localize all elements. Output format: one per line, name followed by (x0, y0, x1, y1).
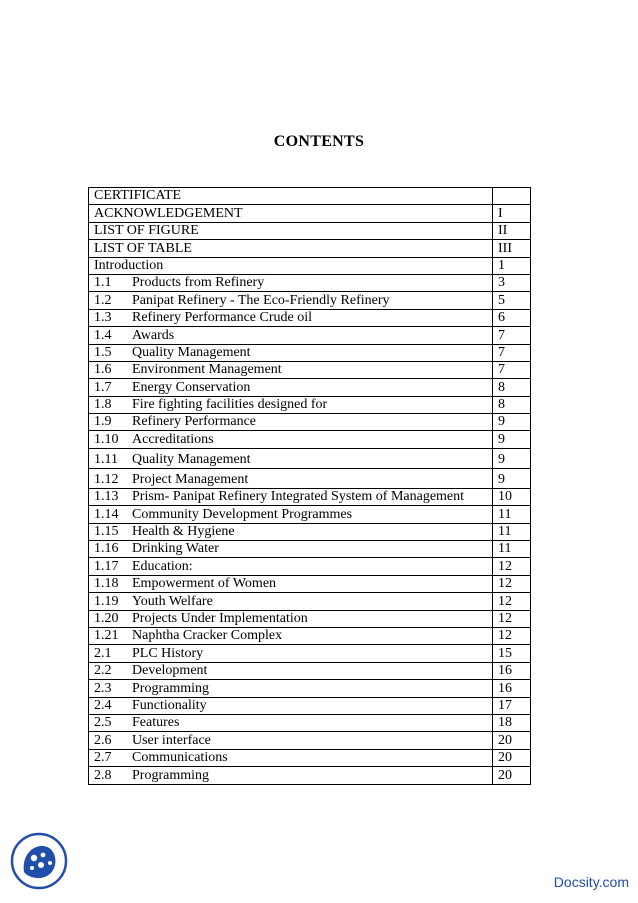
page-number: 11 (493, 506, 531, 523)
toc-row (89, 732, 531, 749)
section-title: Health & Hygiene (132, 524, 235, 540)
toc-entry-cell (89, 222, 493, 239)
toc-entry-cell (89, 558, 493, 575)
page-number: 3 (493, 274, 531, 291)
toc-row (89, 714, 531, 731)
toc-entry-cell (89, 506, 493, 523)
page-number: 9 (493, 448, 531, 468)
page-number: 10 (493, 488, 531, 505)
toc-row (89, 327, 531, 344)
section-title: Projects Under Implementation (132, 610, 308, 626)
section-title: User interface (132, 732, 211, 748)
toc-row (89, 558, 531, 575)
toc-row (89, 344, 531, 361)
section-number: 2.4 (94, 697, 112, 713)
toc-row (89, 274, 531, 291)
section-title: Community Development Programmes (132, 506, 353, 522)
section-number: 1.10 (94, 431, 119, 447)
section-number: 1.6 (94, 362, 112, 378)
page-number: 8 (493, 396, 531, 413)
page-number: 17 (493, 697, 531, 714)
section-title: Programming (132, 680, 209, 696)
section-number: 1.3 (94, 310, 112, 326)
toc-row (89, 468, 531, 488)
section-title: CERTIFICATE (94, 188, 182, 204)
section-title: Accreditations (132, 431, 214, 447)
section-title: ACKNOWLEDGEMENT (94, 205, 243, 221)
toc-row (89, 575, 531, 592)
page-number: 12 (493, 610, 531, 627)
page-number: 11 (493, 523, 531, 540)
section-title: Naphtha Cracker Complex (132, 628, 283, 644)
section-title: Features (132, 715, 180, 731)
toc-row (89, 593, 531, 610)
section-number: 1.9 (94, 414, 112, 430)
section-title: Refinery Performance (132, 414, 256, 430)
section-number: 2.2 (94, 663, 112, 679)
section-number: 1.14 (94, 506, 119, 522)
section-title: PLC History (132, 645, 204, 661)
toc-entry-cell (89, 749, 493, 766)
toc-entry-cell (89, 610, 493, 627)
page-number: 15 (493, 645, 531, 662)
section-title: Quality Management (132, 344, 251, 360)
section-number: 1.20 (94, 610, 119, 626)
section-number: 2.5 (94, 715, 112, 731)
page-number: 20 (493, 749, 531, 766)
page-number: II (493, 222, 531, 239)
toc-entry-cell (89, 205, 493, 222)
toc-row (89, 205, 531, 222)
toc-entry-cell (89, 627, 493, 644)
page-number: 8 (493, 379, 531, 396)
page-number: 18 (493, 714, 531, 731)
section-number: 1.16 (94, 541, 119, 557)
toc-row (89, 680, 531, 697)
toc-entry-cell (89, 575, 493, 592)
section-number: 1.19 (94, 593, 119, 609)
section-number: 1.8 (94, 397, 112, 413)
section-number: 1.21 (94, 628, 119, 644)
section-title: Fire fighting facilities designed for (132, 397, 328, 413)
section-number: 1.1 (94, 275, 112, 291)
section-title: Youth Welfare (132, 593, 213, 609)
page-number: 6 (493, 309, 531, 326)
docsity-brand-text[interactable]: Docsity.com (553, 874, 629, 890)
section-title: Quality Management (132, 451, 251, 467)
page-number: III (493, 240, 531, 257)
toc-entry-cell (89, 292, 493, 309)
section-number: 2.6 (94, 732, 112, 748)
section-number: 2.1 (94, 645, 112, 661)
section-number: 1.17 (94, 558, 119, 574)
page-number: 12 (493, 593, 531, 610)
section-title: Project Management (132, 471, 249, 487)
toc-entry-cell (89, 309, 493, 326)
section-title: Development (132, 663, 208, 679)
section-title: Communications (132, 750, 228, 766)
section-number: 1.11 (94, 451, 118, 467)
page-number: 5 (493, 292, 531, 309)
section-title: Programming (132, 767, 209, 783)
toc-entry-cell (89, 274, 493, 291)
section-number: 1.18 (94, 576, 119, 592)
toc-row (89, 240, 531, 257)
toc-row (89, 257, 531, 274)
section-number: 2.8 (94, 767, 112, 783)
toc-row (89, 309, 531, 326)
section-number: 1.5 (94, 344, 112, 360)
page-number: 12 (493, 627, 531, 644)
toc-entry-cell (89, 361, 493, 378)
section-number: 1.13 (94, 489, 119, 505)
toc-row (89, 222, 531, 239)
section-title: Introduction (94, 257, 164, 273)
toc-row (89, 448, 531, 468)
page-number: 9 (493, 468, 531, 488)
toc-row (89, 749, 531, 766)
section-title: Functionality (132, 697, 207, 713)
page-number: I (493, 205, 531, 222)
toc-row (89, 431, 531, 448)
section-title: Panipat Refinery - The Eco-Friendly Refinery (132, 292, 390, 308)
toc-entry-cell (89, 697, 493, 714)
toc-entry-cell (89, 396, 493, 413)
toc-row (89, 414, 531, 431)
toc-entry-cell (89, 488, 493, 505)
toc-entry-cell (89, 732, 493, 749)
toc-row (89, 627, 531, 644)
section-number: 1.7 (94, 379, 112, 395)
section-title: Awards (132, 327, 175, 343)
toc-entry-cell (89, 468, 493, 488)
toc-row (89, 541, 531, 558)
toc-entry-cell (89, 662, 493, 679)
page-number: 16 (493, 662, 531, 679)
page-number: 12 (493, 575, 531, 592)
toc-entry-cell (89, 240, 493, 257)
page-number: 20 (493, 767, 531, 784)
toc-entry-cell (89, 379, 493, 396)
section-title: Refinery Performance Crude oil (132, 310, 312, 326)
toc-row (89, 662, 531, 679)
toc-row (89, 610, 531, 627)
toc-row (89, 488, 531, 505)
section-number: 1.4 (94, 327, 112, 343)
page-number: 20 (493, 732, 531, 749)
toc-entry-cell (89, 448, 493, 468)
page-title: CONTENTS (273, 133, 365, 150)
toc-entry-cell (89, 645, 493, 662)
toc-entry-cell (89, 327, 493, 344)
toc-row (89, 767, 531, 784)
section-title: LIST OF TABLE (94, 240, 192, 256)
section-number: 1.12 (94, 471, 119, 487)
toc-row (89, 506, 531, 523)
toc-entry-cell (89, 188, 493, 205)
docsity-logo-icon (10, 832, 68, 890)
toc-row (89, 697, 531, 714)
page-number: 9 (493, 414, 531, 431)
section-number: 1.2 (94, 292, 112, 308)
section-title: Drinking Water (132, 541, 219, 557)
section-number: 1.15 (94, 524, 119, 540)
section-title: Education: (132, 558, 193, 574)
page-number: 16 (493, 680, 531, 697)
toc-entry-cell (89, 714, 493, 731)
page-number (493, 188, 531, 205)
toc-row (89, 396, 531, 413)
toc-row (89, 292, 531, 309)
page-number: 7 (493, 361, 531, 378)
toc-row (89, 523, 531, 540)
page-number: 1 (493, 257, 531, 274)
page-number: 11 (493, 541, 531, 558)
toc-entry-cell (89, 541, 493, 558)
section-title: LIST OF FIGURE (94, 223, 199, 239)
page-number: 7 (493, 327, 531, 344)
contents-table (88, 187, 531, 785)
toc-entry-cell (89, 431, 493, 448)
toc-row (89, 361, 531, 378)
section-title: Empowerment of Women (132, 576, 277, 592)
toc-entry-cell (89, 414, 493, 431)
section-number: 2.7 (94, 750, 112, 766)
toc-entry-cell (89, 680, 493, 697)
toc-entry-cell (89, 344, 493, 361)
toc-entry-cell (89, 523, 493, 540)
toc-row (89, 379, 531, 396)
toc-entry-cell (89, 257, 493, 274)
toc-entry-cell (89, 593, 493, 610)
section-title: Prism- Panipat Refinery Integrated System of Management (132, 489, 465, 505)
page-number: 9 (493, 431, 531, 448)
section-title: Products from Refinery (132, 275, 265, 291)
section-title: Environment Management (132, 362, 282, 378)
toc-entry-cell (89, 767, 493, 784)
section-title: Energy Conservation (132, 379, 251, 395)
page-number: 12 (493, 558, 531, 575)
toc-row (89, 188, 531, 205)
section-number: 2.3 (94, 680, 112, 696)
toc-row (89, 645, 531, 662)
page-number: 7 (493, 344, 531, 361)
